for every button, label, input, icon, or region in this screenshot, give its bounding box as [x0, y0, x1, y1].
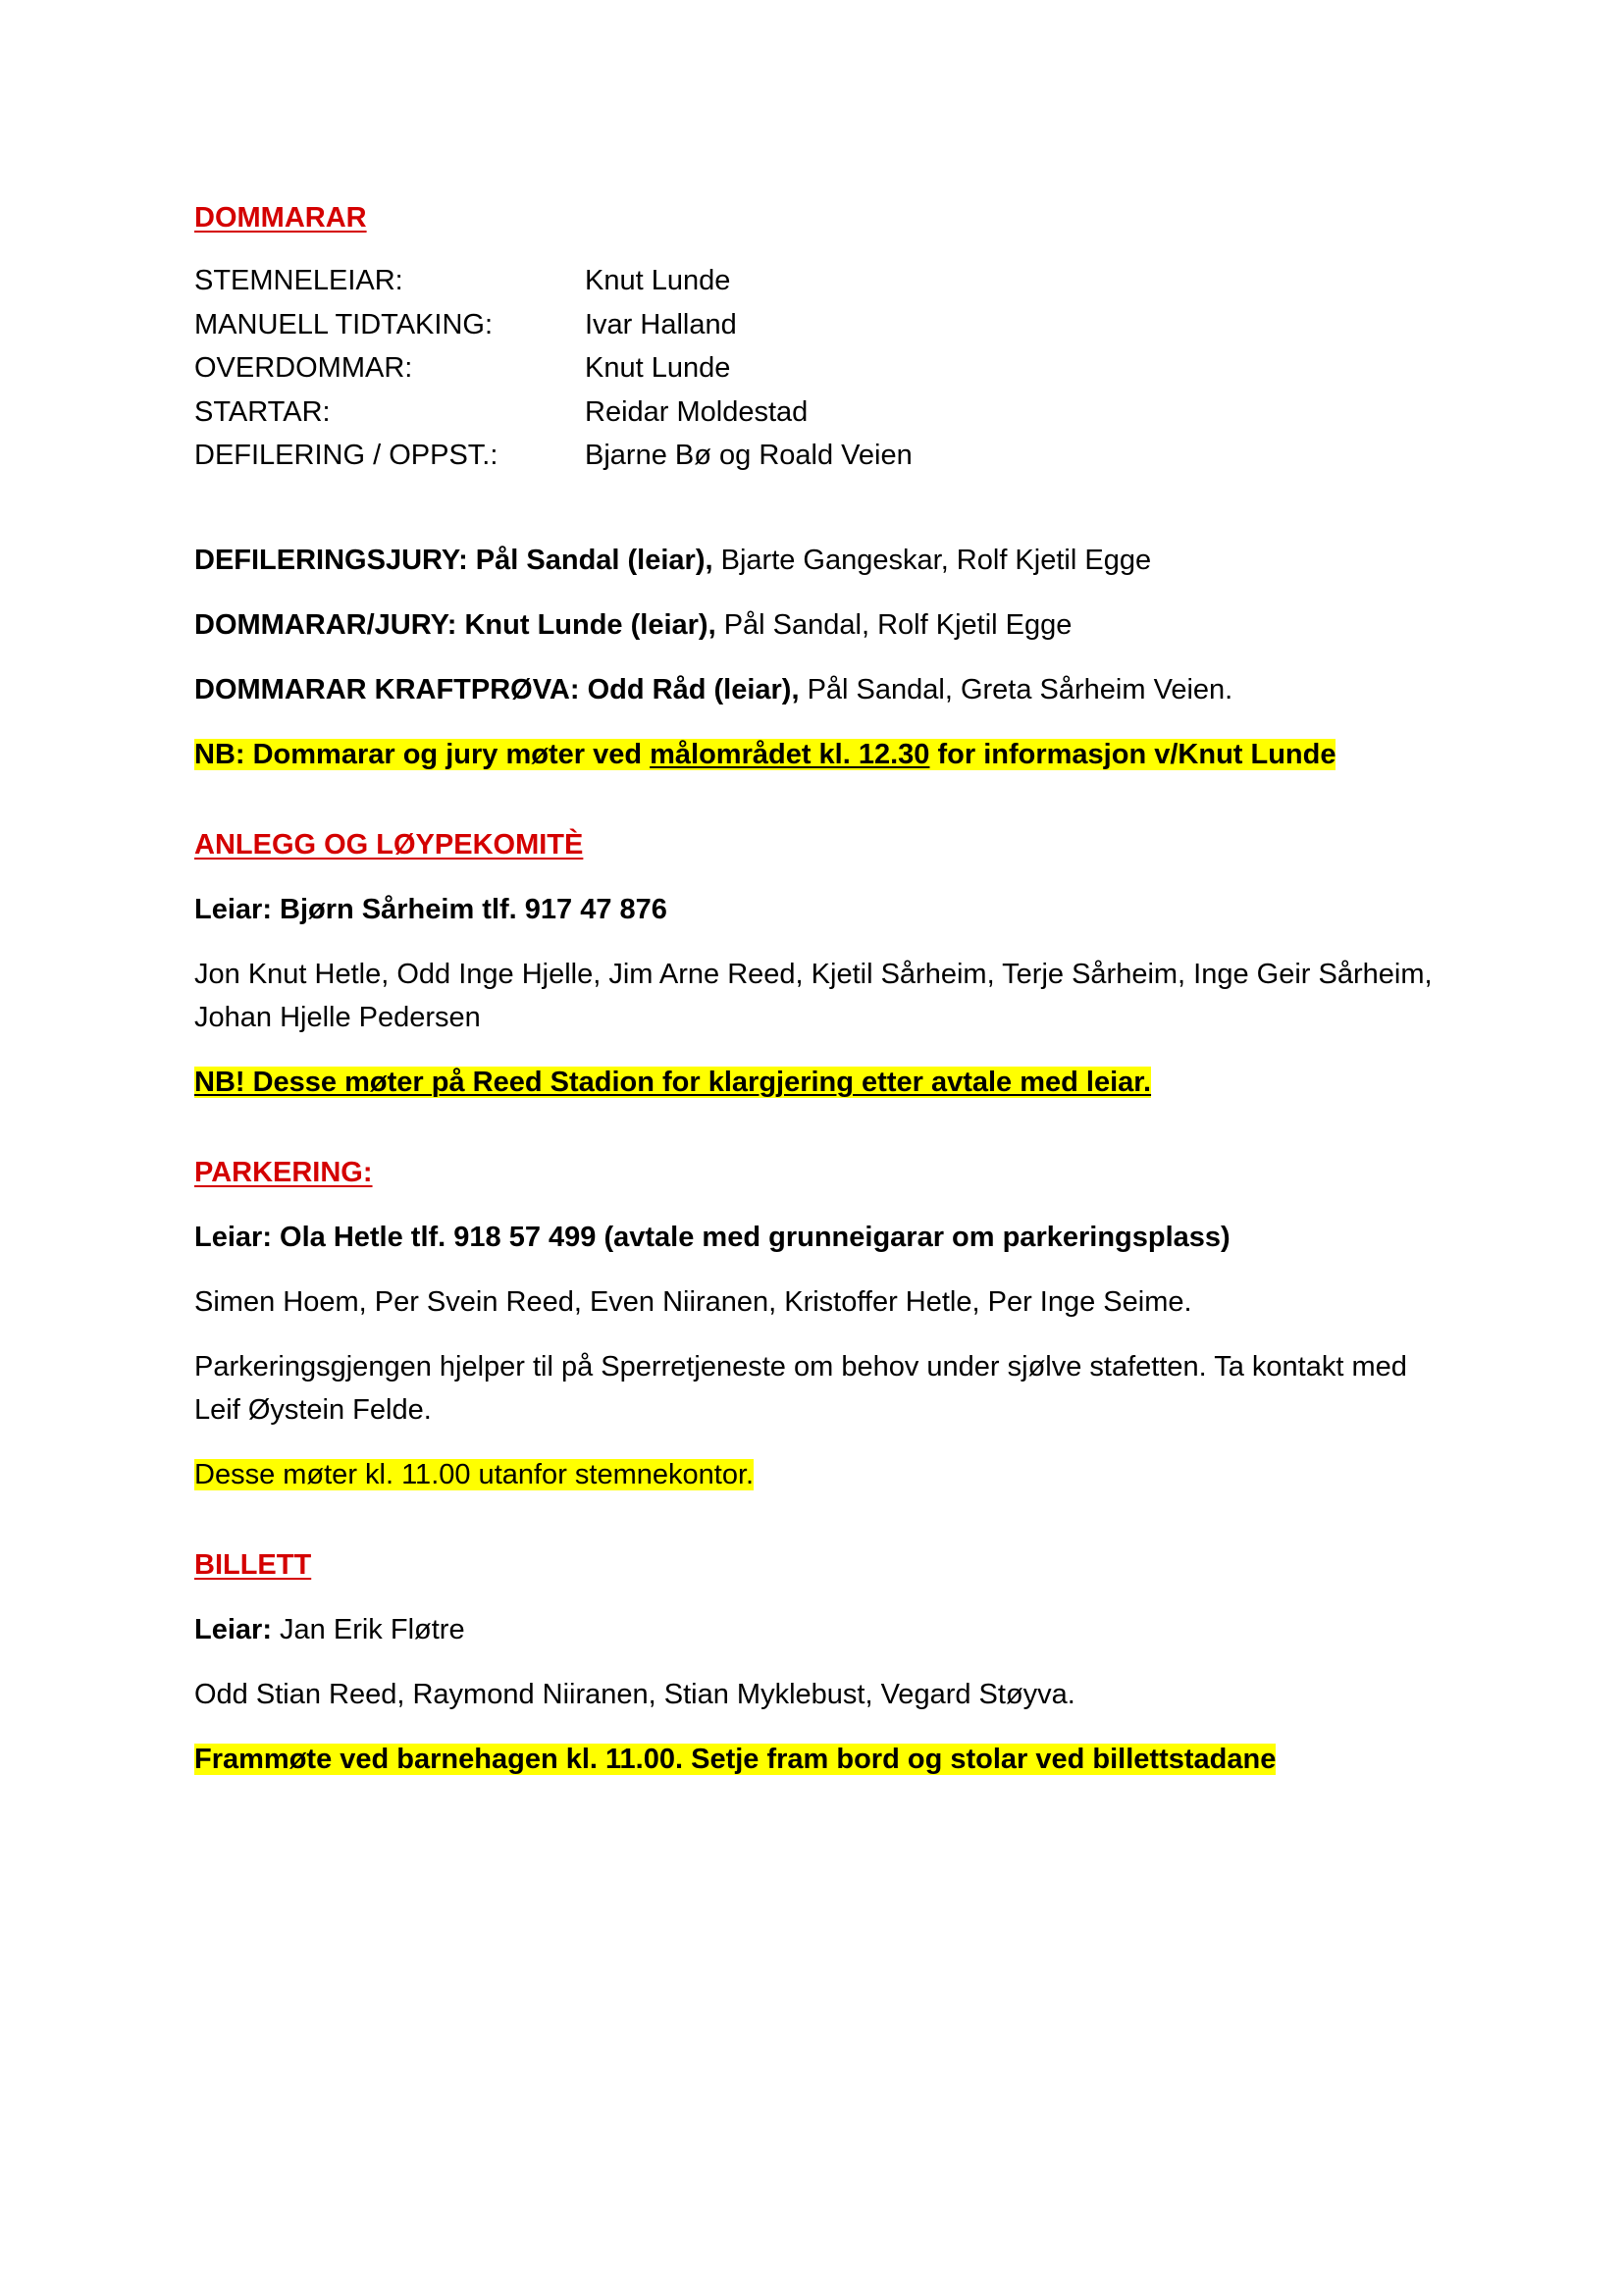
note-text: Desse møter kl. 11.00 utanfor stemnekontor. [194, 1458, 755, 1490]
billett-members: Odd Stian Reed, Raymond Niiranen, Stian Myklebust, Vegard Støyva. [194, 1678, 1075, 1710]
billett-leader [194, 1608, 1441, 1651]
leader-name: Jan Erik Fløtre [271, 1613, 465, 1645]
role-row [194, 434, 1441, 478]
leader-label: Leiar: [194, 1613, 272, 1645]
dommarar-note [194, 733, 1441, 776]
billett-note [194, 1738, 1441, 1781]
anlegg-members: Jon Knut Hetle, Odd Inge Hjelle, Jim Arne Reed, Kjetil Sårheim, Terje Sårheim, Inge Geir Sårheim, Johan Hjelle Pedersen [194, 958, 1433, 1033]
role-row [194, 259, 1441, 303]
jury-line-defilering [194, 539, 1441, 582]
section-heading-anlegg: ANLEGG OG LØYPEKOMITÈ [194, 828, 584, 861]
section-heading-parkering: PARKERING: [194, 1156, 373, 1188]
anlegg-leader: Leiar: Bjørn Sårheim tlf. 917 47 876 [194, 893, 667, 925]
role-person: Reidar Moldestad [585, 395, 809, 428]
jury-line-bold: DOMMARAR KRAFTPRØVA: Odd Råd (leiar), [194, 673, 800, 705]
parkering-members: Simen Hoem, Per Svein Reed, Even Niiranen, Kristoffer Hetle, Per Inge Seime. [194, 1285, 1192, 1318]
role-row [194, 391, 1441, 435]
role-person: Ivar Halland [585, 308, 737, 340]
note-underlined-text: målområdet kl. 12.30 [650, 738, 930, 770]
note-text: Frammøte ved barnehagen kl. 11.00. Setje fram bord og stolar ved billettstadane [194, 1743, 1277, 1775]
document-content [194, 196, 1441, 1781]
role-person: Bjarne Bø og Roald Veien [585, 440, 913, 472]
jury-line-bold: DOMMARAR/JURY: Knut Lunde (leiar), [194, 608, 716, 641]
jury-line-rest: Pål Sandal, Greta Sårheim Veien. [799, 673, 1233, 705]
role-person: Knut Lunde [585, 265, 731, 297]
role-title: MANUELL TIDTAKING: [194, 308, 494, 340]
parkering-info: Parkeringsgjengen hjelper til på Sperretjeneste om behov under sjølve stafetten. Ta kontakt med Leif Øystein Felde. [194, 1350, 1407, 1426]
parkering-note [194, 1453, 1441, 1496]
parkering-leader: Leiar: Ola Hetle tlf. 918 57 499 (avtale med grunneigarar om parkeringsplass) [194, 1221, 1231, 1253]
jury-line-kraftprova [194, 668, 1441, 711]
role-row [194, 346, 1441, 391]
role-title: STARTAR: [194, 395, 331, 428]
jury-line-rest: Bjarte Gangeskar, Rolf Kjetil Egge [712, 544, 1152, 576]
jury-line-bold: DEFILERINGSJURY: Pål Sandal (leiar), [194, 544, 713, 576]
role-list [194, 259, 1441, 478]
note-text: NB! Desse møter på Reed Stadion for klargjering etter avtale med leiar. [194, 1066, 1152, 1098]
section-heading-dommarar: DOMMARAR [194, 202, 367, 234]
role-title: OVERDOMMAR: [194, 352, 413, 385]
section-heading-billett: BILLETT [194, 1548, 312, 1581]
role-title: STEMNELEIAR: [194, 265, 403, 297]
role-row [194, 303, 1441, 347]
jury-line-dommarar [194, 603, 1441, 647]
role-person: Knut Lunde [585, 352, 731, 385]
role-title: DEFILERING / OPPST.: [194, 440, 498, 472]
note-text: for informasjon v/Knut Lunde [929, 738, 1336, 770]
jury-line-rest: Pål Sandal, Rolf Kjetil Egge [715, 608, 1073, 641]
note-text: NB: Dommarar og jury møter ved [194, 738, 651, 770]
anlegg-note [194, 1061, 1441, 1104]
